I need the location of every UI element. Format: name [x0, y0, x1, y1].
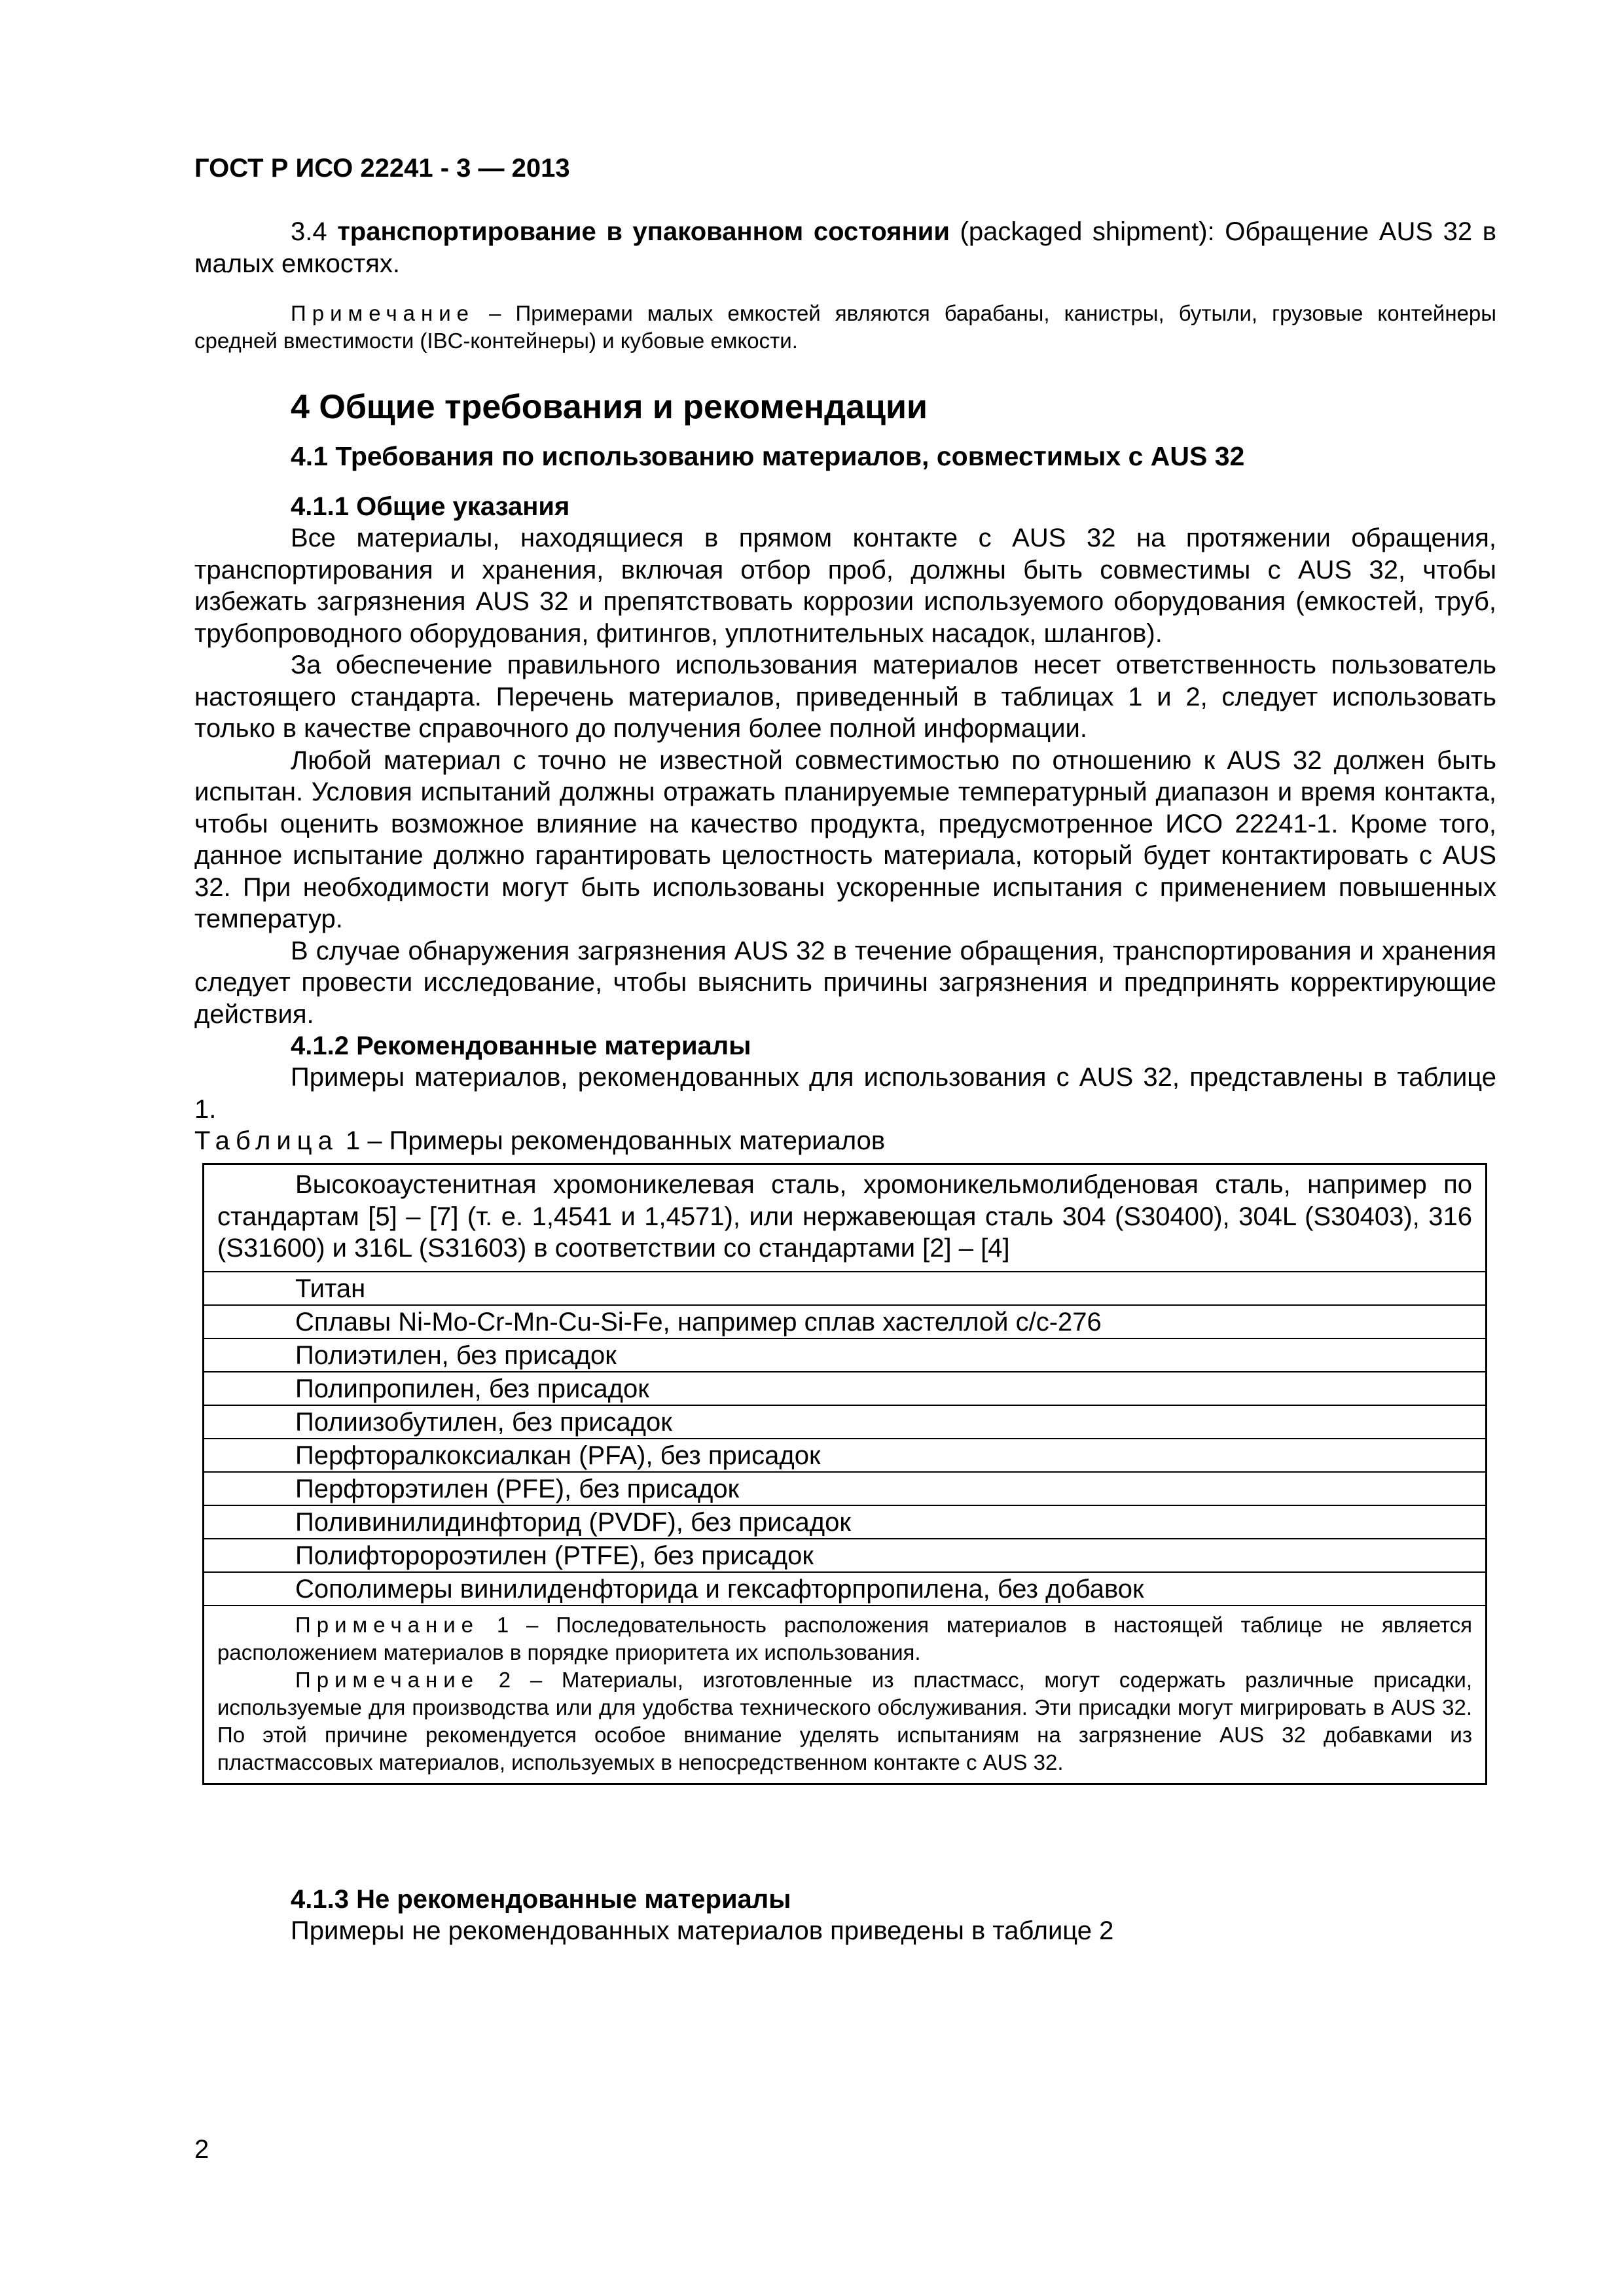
note-text: 1 – Последовательность расположения материалов в настоящей таблице не является расположением материалов в порядке приоритета их использования.	[217, 1612, 1472, 1664]
table-row	[204, 1505, 1487, 1539]
note-paragraph	[194, 300, 1496, 355]
table-row	[204, 1372, 1487, 1405]
section-3-4	[194, 216, 1496, 279]
table-notes-cell	[204, 1605, 1487, 1784]
note-label: Примечание	[291, 301, 475, 325]
paragraph: Все материалы, находящиеся в прямом контакте с AUS 32 на протяжении обращения, транспортирования и хранения, включая отбор проб, должны быть совместимы с AUS 32, чтобы избежать загрязнения AUS 32 и препятствовать коррозии используемого оборудования (емкостей, труб, трубопроводного оборудования, фитингов, уплотнительных насадок, шлангов).	[194, 524, 1496, 648]
table-caption-text: 1 – Примеры рекомендованных материалов	[338, 1126, 886, 1155]
table-cell	[204, 1439, 1487, 1472]
table-cell-text: Поливинилидинфторид (PVDF), без присадок	[295, 1507, 851, 1537]
table-cell-text: Сплавы Ni-Mo-Cr-Mn-Cu-Si-Fe, например сплав хастеллой с/с-276	[295, 1307, 1102, 1336]
table-row	[204, 1164, 1487, 1272]
table-cell	[204, 1472, 1487, 1505]
paragraph: В случае обнаружения загрязнения AUS 32 в течение обращения, транспортирования и хранения следует провести исследование, чтобы выяснить причины загрязнения и предпринять корректирующие действия.	[194, 936, 1496, 1029]
table-cell	[204, 1505, 1487, 1539]
table-row	[204, 1439, 1487, 1472]
section-4-1-title: 4.1 Требования по использованию материалов, совместимых с AUS 32	[291, 441, 1245, 471]
table-cell-text: Сополимеры винилиденфторида и гексафторпропилена, без добавок	[295, 1574, 1144, 1604]
page-number: 2	[194, 2135, 209, 2164]
definition-3-4	[194, 216, 1496, 279]
table-label: Таблица	[194, 1126, 338, 1155]
table-1	[202, 1163, 1487, 1785]
table-cell-text: Полиэтилен, без присадок	[295, 1340, 617, 1370]
table-note	[217, 1611, 1472, 1666]
table-cell	[204, 1539, 1487, 1572]
table-notes-row	[204, 1605, 1487, 1784]
table-cell-text: Перфторалкоксиалкан (PFA), без присадок	[295, 1441, 821, 1470]
table-cell	[204, 1338, 1487, 1372]
table-cell	[204, 1164, 1487, 1272]
note-text: – Примерами малых емкостей являются барабаны, канистры, бутыли, грузовые контейнеры средней вместимости (IBC-контейнеры) и кубовые емкости.	[194, 301, 1496, 353]
table-row	[204, 1305, 1487, 1338]
table-row	[204, 1472, 1487, 1505]
section-4-heading	[194, 386, 1496, 428]
section-4-1-1	[194, 491, 1496, 1157]
table-row	[204, 1539, 1487, 1572]
table-1-caption	[194, 1125, 1496, 1157]
table-cell	[204, 1405, 1487, 1439]
table-cell-text: Титан	[295, 1274, 366, 1303]
note-label: Примечание	[295, 1612, 480, 1637]
section-4-1-3-title: 4.1.3 Не рекомендованные материалы	[291, 1885, 791, 1914]
table-row	[204, 1338, 1487, 1372]
table-row	[204, 1572, 1487, 1605]
note-label: Примечание	[295, 1667, 480, 1692]
clause-number: 3.4	[291, 217, 327, 246]
note-text: 2 – Материалы, изготовленные из пластмасс, могут содержать различные присадки, используемые для производства или для удобства технического обслуживания. Эти присадки могут мигрировать в AUS 32. По этой причине рекомендуется особое внимание уделять испытаниям на загрязнение AUS 32 добавками из пластмассовых материалов, используемых в непосредственном контакте с AUS 32.	[217, 1667, 1472, 1774]
paragraph: Любой материал с точно не известной совместимостью по отношению к AUS 32 должен быть испытан. Условия испытаний должны отражать планируемые температурный диапазон и время контакта, чтобы оценить возможное влияние на качество продукта, предусмотренное ИСО 22241-1. Кроме того, данное испытание должно гарантировать целостность материала, который будет контактировать с AUS 32. При необходимости могут быть использованы ускоренные испытания с применением повышенных температур.	[194, 745, 1496, 933]
section-4-1-1-title: 4.1.1 Общие указания	[291, 492, 570, 521]
table-row	[204, 1405, 1487, 1439]
paragraph: Примеры материалов, рекомендованных для использования с AUS 32, представлены в таблице 1.	[194, 1063, 1496, 1124]
table-cell-text: Полифторороэтилен (PTFE), без присадок	[295, 1541, 814, 1570]
paragraph: Примеры не рекомендованных материалов приведены в таблице 2	[291, 1916, 1114, 1945]
table-cell-text: Высокоаустенитная хромоникелевая сталь, хромоникельмолибденовая сталь, например по стандартам [5] – [7] (т. е. 1,4541 и 1,4571), или нержавеющая сталь 304 (S30400), 304L (S30403), 316 (S31600) и 316L (S31603) в соответствии со стандартами [2] – [4]	[217, 1170, 1472, 1263]
table-cell-text: Перфторэтилен (PFE), без присадок	[295, 1474, 740, 1503]
section-4-1-3	[194, 1884, 1496, 1947]
table-cell-text: Полиизобутилен, без присадок	[295, 1407, 672, 1437]
table-cell	[204, 1372, 1487, 1405]
table-note	[217, 1666, 1472, 1776]
note-3-4	[194, 300, 1496, 355]
table-cell	[204, 1305, 1487, 1338]
section-4-title: 4 Общие требования и рекомендации	[291, 388, 928, 426]
table-row	[204, 1272, 1487, 1305]
term: транспортирование в упакованном состоянии	[337, 217, 950, 246]
table-cell	[204, 1272, 1487, 1305]
section-4-1-2-title: 4.1.2 Рекомендованные материалы	[291, 1031, 751, 1060]
section-4-1-heading	[194, 440, 1496, 473]
table-cell-text: Полипропилен, без присадок	[295, 1374, 649, 1403]
document-header: ГОСТ Р ИСО 22241 - 3 — 2013	[194, 154, 570, 183]
table-cell	[204, 1572, 1487, 1605]
definition-text: (packaged shipment): Обращение AUS 32 в малых емкостях.	[194, 217, 1496, 278]
paragraph: За обеспечение правильного использования материалов несет ответственность пользователь настоящего стандарта. Перечень материалов, приведенный в таблицах 1 и 2, следует использовать только в качестве справочного до получения более полной информации.	[194, 651, 1496, 743]
